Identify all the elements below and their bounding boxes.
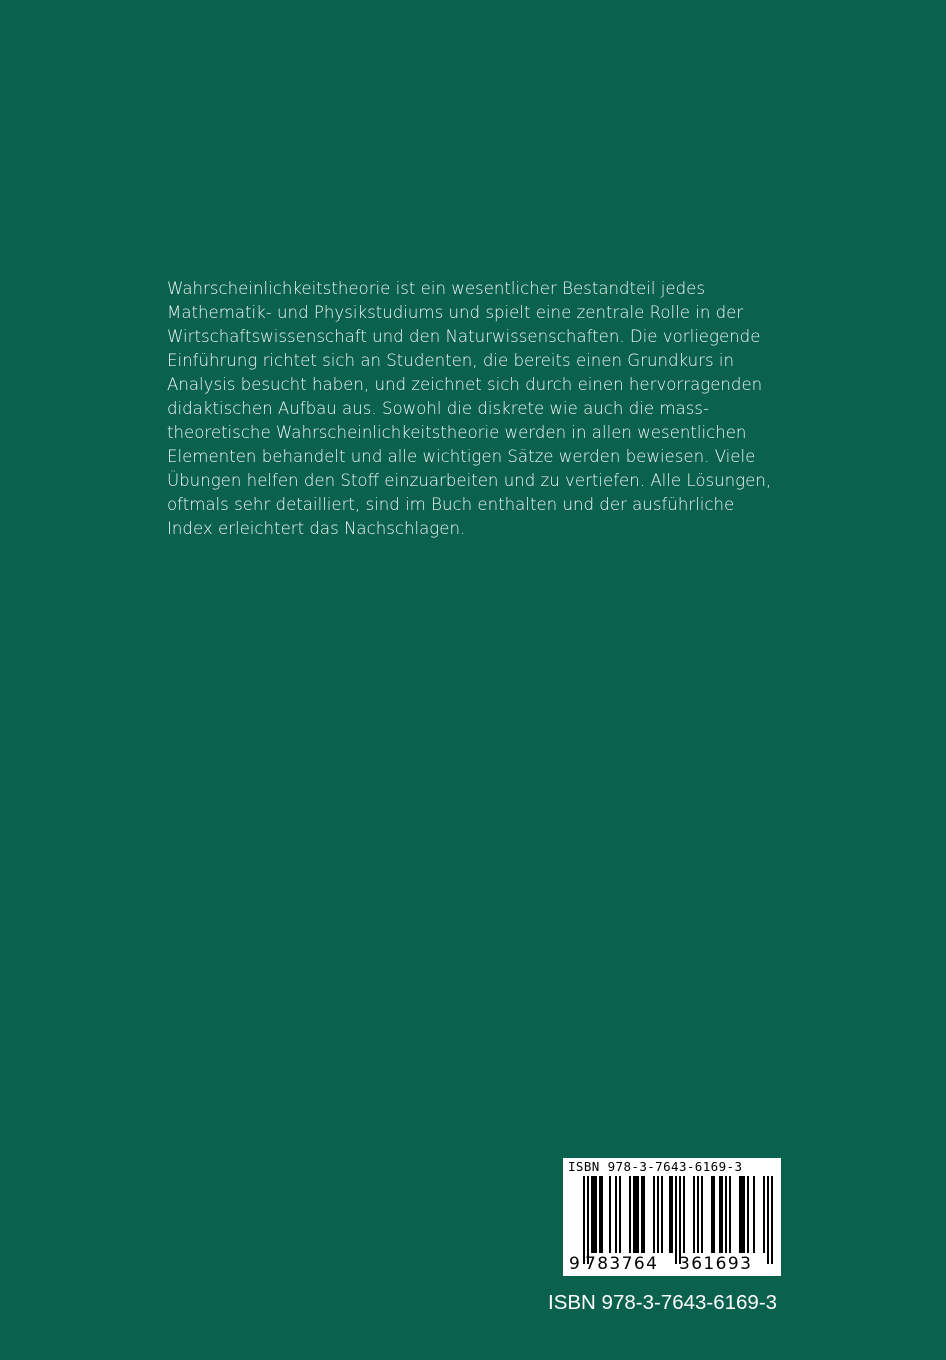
isbn-text: ISBN 978-3-7643-6169-3: [548, 1291, 778, 1314]
barcode-bar: [719, 1176, 723, 1253]
barcode-bar: [669, 1176, 673, 1253]
barcode-bar: [633, 1176, 639, 1253]
barcode-bar: [599, 1176, 603, 1253]
blurb-line: Einführung richtet sich an Studenten, die bereits einen Grundkurs in: [167, 351, 735, 370]
barcode-bar: [747, 1176, 749, 1253]
barcode-bar: [701, 1176, 703, 1253]
barcode-bar: [609, 1176, 611, 1253]
blurb-line: Übungen helfen den Stoff einzuarbeiten und zu vertiefen. Alle Lösungen,: [167, 471, 772, 490]
barcode-bar: [683, 1176, 685, 1253]
barcode-guard-bar: [679, 1176, 681, 1264]
barcode-guard-bar: [675, 1176, 677, 1264]
barcode-bar: [763, 1176, 765, 1253]
blurb-line: Analysis besucht haben, und zeichnet sich durch einen hervorragenden: [167, 375, 763, 394]
blurb-line: Elementen behandelt und alle wichtigen Sätze werden bewiesen. Viele: [167, 447, 756, 466]
blurb-line: didaktischen Aufbau aus. Sowohl die diskrete wie auch die mass-: [167, 399, 709, 418]
barcode-bar: [629, 1176, 631, 1253]
barcode-bar: [739, 1176, 745, 1253]
barcode-bar: [619, 1176, 621, 1253]
barcode-bar: [711, 1176, 715, 1253]
barcode-bar: [697, 1176, 699, 1253]
barcode-bar: [657, 1176, 659, 1253]
barcode-guard-bar: [583, 1176, 585, 1264]
barcode-bar: [693, 1176, 695, 1253]
blurb-line: Wahrscheinlichkeitstheorie ist ein wesentlicher Bestandteil jedes: [167, 279, 705, 298]
barcode-bar: [641, 1176, 645, 1253]
blurb-line: Wirtschaftswissenschaft und den Naturwissenschaften. Die vorliegende: [167, 327, 761, 346]
barcode-left-digits: 783764: [585, 1254, 659, 1274]
barcode-bar: [725, 1176, 727, 1253]
barcode-bar: [753, 1176, 755, 1253]
blurb-line: Index erleichtert das Nachschlagen.: [167, 519, 466, 538]
barcode-bar: [653, 1176, 655, 1253]
blurb-text: [167, 277, 817, 541]
barcode: [563, 1158, 781, 1276]
barcode-isbn-label: ISBN 978-3-7643-6169-3: [568, 1159, 743, 1174]
barcode-first-digit: 9: [569, 1254, 580, 1274]
barcode-guard-bar: [587, 1176, 589, 1264]
blurb-line: Mathematik- und Physikstudiums und spielt eine zentrale Rolle in der: [167, 303, 744, 322]
barcode-bar: [615, 1176, 617, 1253]
barcode-guard-bar: [767, 1176, 769, 1264]
barcode-bar: [591, 1176, 597, 1253]
barcode-bar: [661, 1176, 663, 1253]
blurb-line: oftmals sehr detailliert, sind im Buch enthalten und der ausführliche: [167, 495, 735, 514]
barcode-right-digits: 361693: [679, 1254, 753, 1274]
barcode-bar: [729, 1176, 731, 1253]
barcode-guard-bar: [771, 1176, 773, 1264]
blurb-line: theoretische Wahrscheinlichkeitstheorie werden in allen wesentlichen: [167, 423, 747, 442]
